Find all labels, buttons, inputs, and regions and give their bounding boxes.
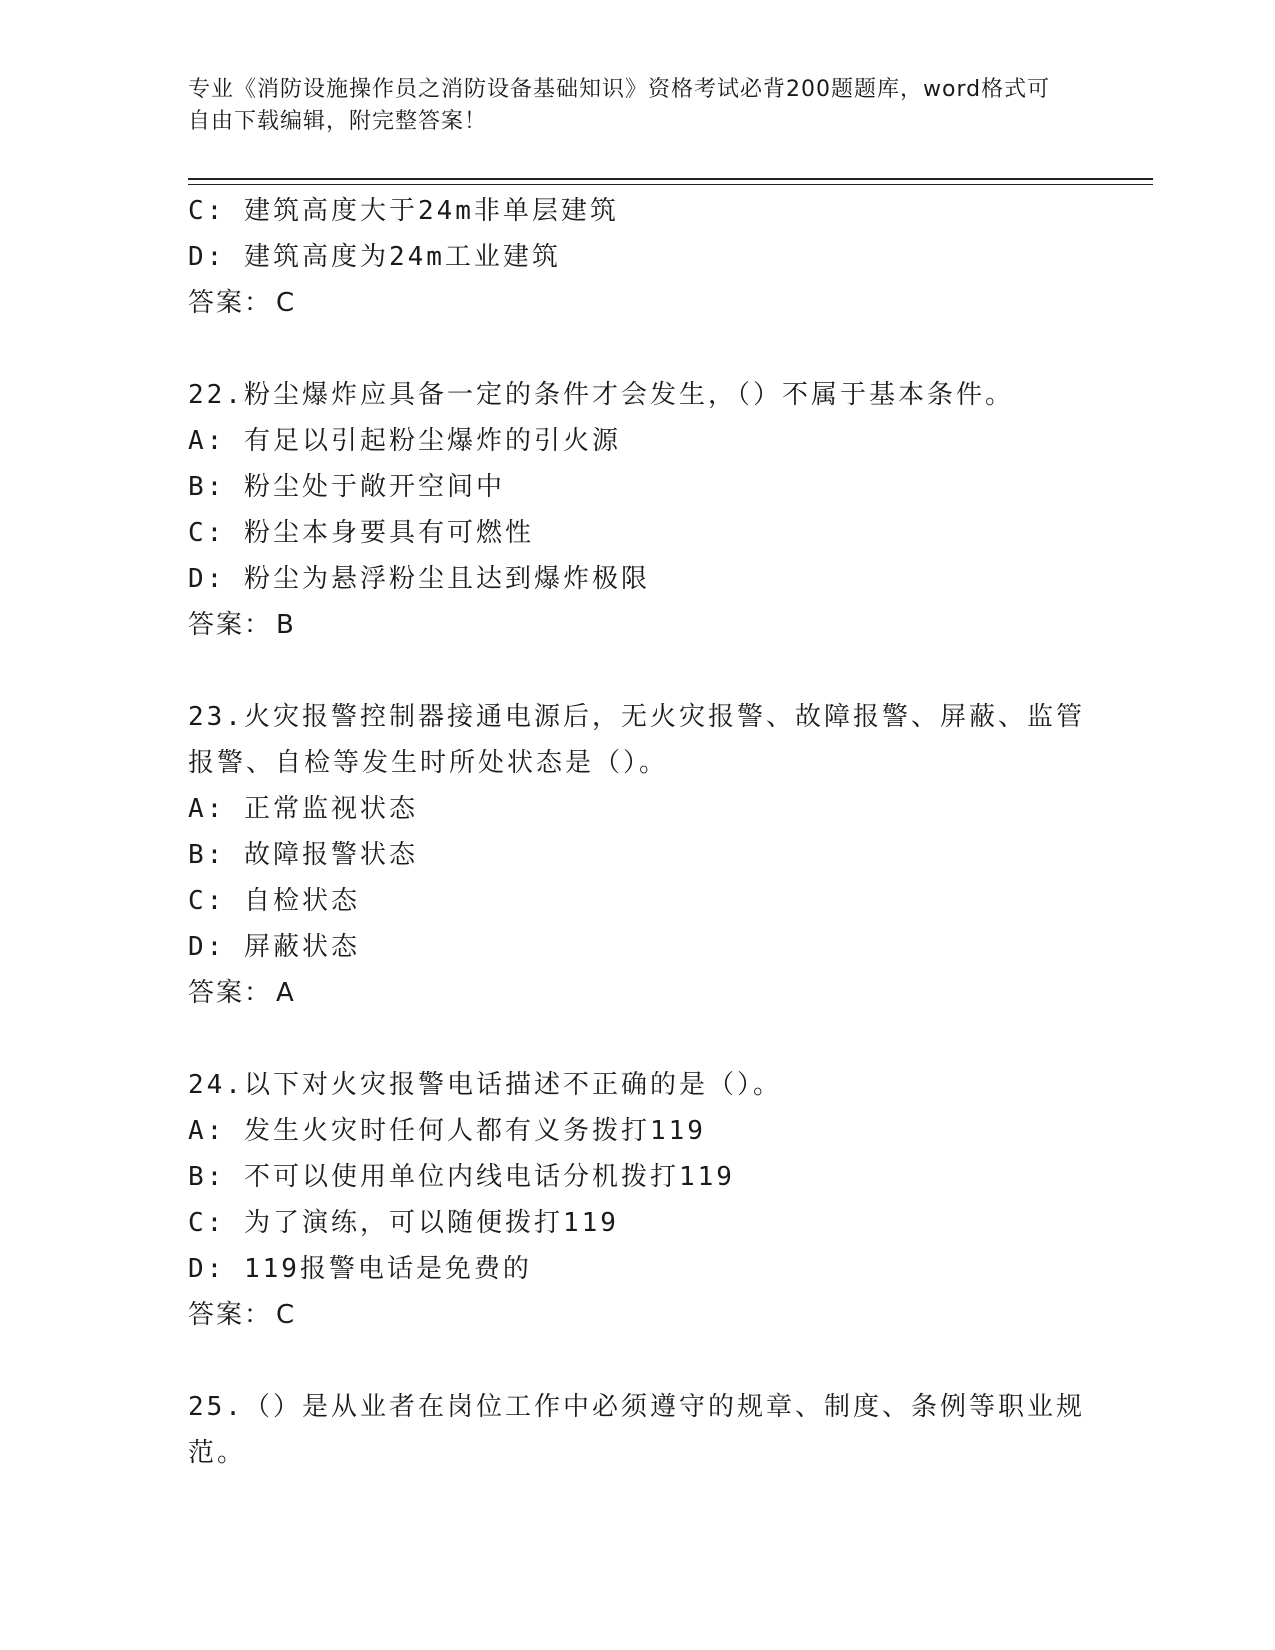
option-b: B: 故障报警状态 — [188, 840, 418, 870]
answer-label: 答案： — [188, 610, 273, 640]
option-d: D: 119报警电话是免费的 — [188, 1254, 532, 1284]
option-c: C: 自检状态 — [188, 886, 360, 916]
option-c: C: 粉尘本身要具有可燃性 — [188, 518, 534, 548]
question-text: 22.粉尘爆炸应具备一定的条件才会发生，（）不属于基本条件。 — [188, 380, 1014, 410]
carryover-block — [188, 188, 1088, 326]
option-b: B: 粉尘处于敞开空间中 — [188, 472, 505, 502]
question-25 — [188, 1384, 1088, 1476]
header-divider-thick — [188, 178, 1153, 180]
answer-value: B — [276, 610, 296, 640]
option-a: A: 正常监视状态 — [188, 794, 418, 824]
question-24 — [188, 1062, 1088, 1338]
option-a: A: 有足以引起粉尘爆炸的引火源 — [188, 426, 621, 456]
question-content — [188, 188, 1088, 1476]
answer-value: C — [276, 288, 297, 318]
question-text: 23.火灾报警控制器接通电源后，无火灾报警、故障报警、屏蔽、监管报警、自检等发生时所处状态是（）。 — [188, 702, 1085, 778]
answer-line — [188, 970, 1088, 1016]
option-c: C: 建筑高度大于24m非单层建筑 — [188, 196, 619, 226]
answer-value: C — [276, 1300, 297, 1330]
page-header-title: 专业《消防设施操作员之消防设备基础知识》资格考试必背200题题库，word格式可自由下载编辑，附完整答案！ — [188, 77, 1051, 134]
option-d: D: 屏蔽状态 — [188, 932, 360, 962]
answer-label: 答案： — [188, 978, 273, 1008]
answer-line — [188, 280, 1088, 326]
answer-value: A — [276, 978, 296, 1008]
option-a: A: 发生火灾时任何人都有义务拨打119 — [188, 1116, 706, 1146]
option-c: C: 为了演练，可以随便拨打119 — [188, 1208, 619, 1238]
header-divider-thin — [188, 184, 1153, 185]
answer-line — [188, 1292, 1088, 1338]
question-22 — [188, 372, 1088, 648]
question-text: 24.以下对火灾报警电话描述不正确的是（）。 — [188, 1070, 782, 1100]
answer-label: 答案： — [188, 1300, 273, 1330]
question-text: 25.（）是从业者在岗位工作中必须遵守的规章、制度、条例等职业规范。 — [188, 1392, 1085, 1468]
option-b: B: 不可以使用单位内线电话分机拨打119 — [188, 1162, 735, 1192]
option-d: D: 建筑高度为24m工业建筑 — [188, 242, 561, 272]
answer-label: 答案： — [188, 288, 273, 318]
option-d: D: 粉尘为悬浮粉尘且达到爆炸极限 — [188, 564, 650, 594]
answer-line — [188, 602, 1088, 648]
question-23 — [188, 694, 1088, 1016]
